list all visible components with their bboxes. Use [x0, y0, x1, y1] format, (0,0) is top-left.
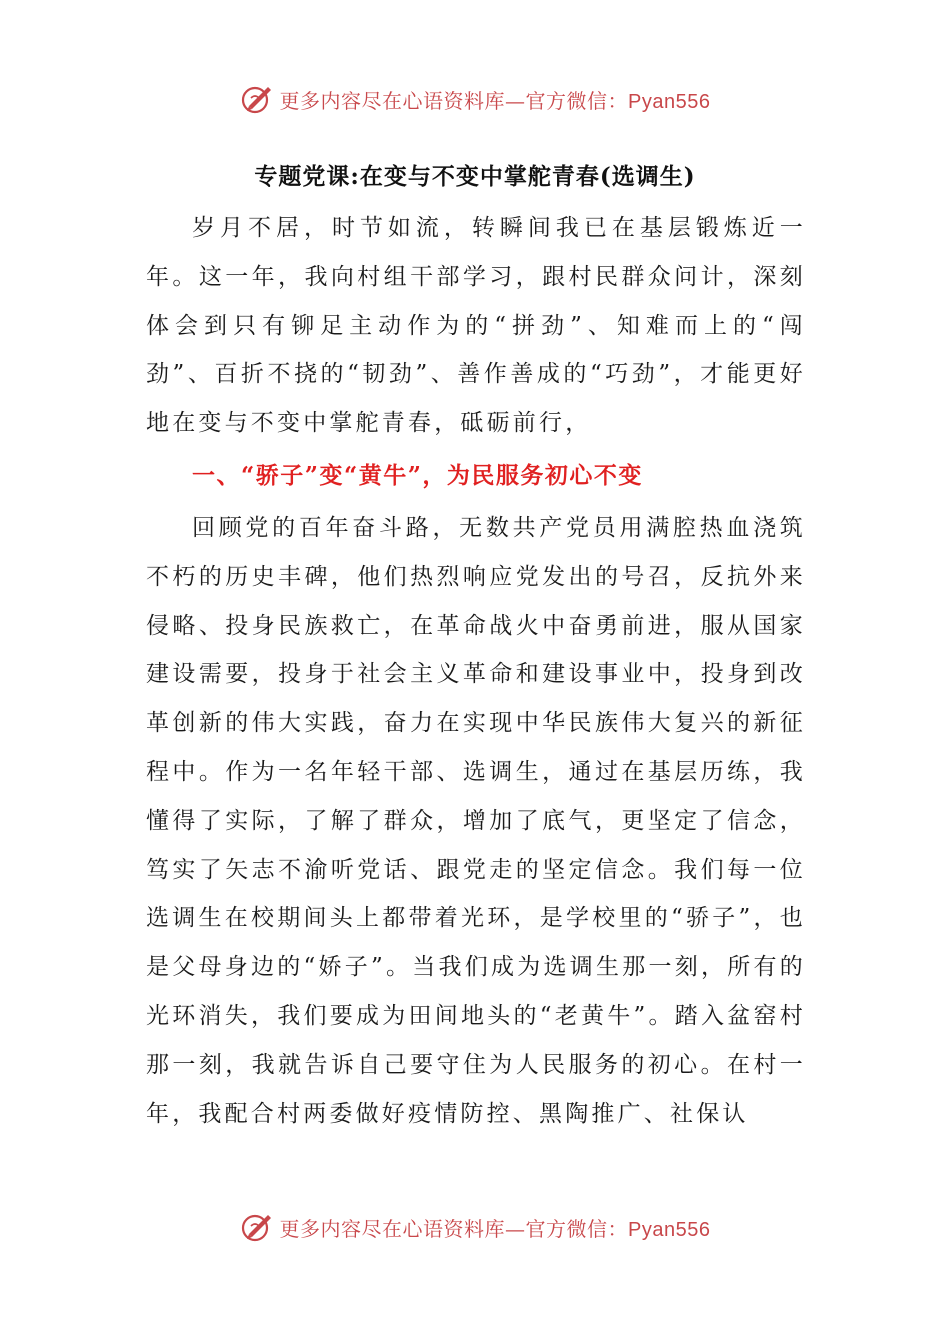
- footer-watermark: [0, 1210, 950, 1244]
- pen-logo-icon: [240, 82, 274, 116]
- document-title: 专题党课:在变与不变中掌舵青春(选调生): [254, 163, 696, 190]
- pen-logo-icon: [240, 1210, 274, 1244]
- section-heading: 一、“骄子”变“黄牛”，为民服务初心不变: [192, 461, 643, 489]
- section-paragraph: 回顾党的百年奋斗路，无数共产党员用满腔热血浇筑不朽的历史丰碑，他们热烈响应党发出的号召，反抗外来侵略、投身民族救亡，在革命战火中奋勇前进，服从国家建设需要，投身于社会主义革命和建设事业中，投身到改革创新的伟大实践，奋力在实现中华民族伟大复兴的新征程中。作为一名年轻干部、选调生，通过在基层历练，我懂得了实际，了解了群众，增加了底气，更坚定了信念，笃实了矢志不渝听党话、跟党走的坚定信念。我们每一位选调生在校期间头上都带着光环，是学校里的“骄子”，也是父母身边的“娇子”。当我们成为选调生那一刻，所有的光环消失，我们要成为田间地头的“老黄牛”。踏入盆窑村那一刻，我就告诉自己要守住为人民服务的初心。在村一年，我配合村两委做好疫情防控、黑陶推广、社保认: [146, 514, 806, 1127]
- watermark-text: 更多内容尽在心语资料库—官方微信：Pyan556: [279, 88, 711, 113]
- document-body: [146, 204, 806, 1138]
- intro-paragraph: 岁月不居，时节如流，转瞬间我已在基层锻炼近一年。这一年，我向村组干部学习，跟村民群众问计，深刻体会到只有铆足主动作为的“拼劲”、知难而上的“闯劲”、百折不挠的“韧劲”、善作善成的“巧劲”，才能更好地在变与不变中掌舵青春，砥砺前行，: [146, 215, 806, 437]
- watermark-text: 更多内容尽在心语资料库—官方微信：Pyan556: [279, 1216, 711, 1241]
- header-watermark: [0, 82, 950, 116]
